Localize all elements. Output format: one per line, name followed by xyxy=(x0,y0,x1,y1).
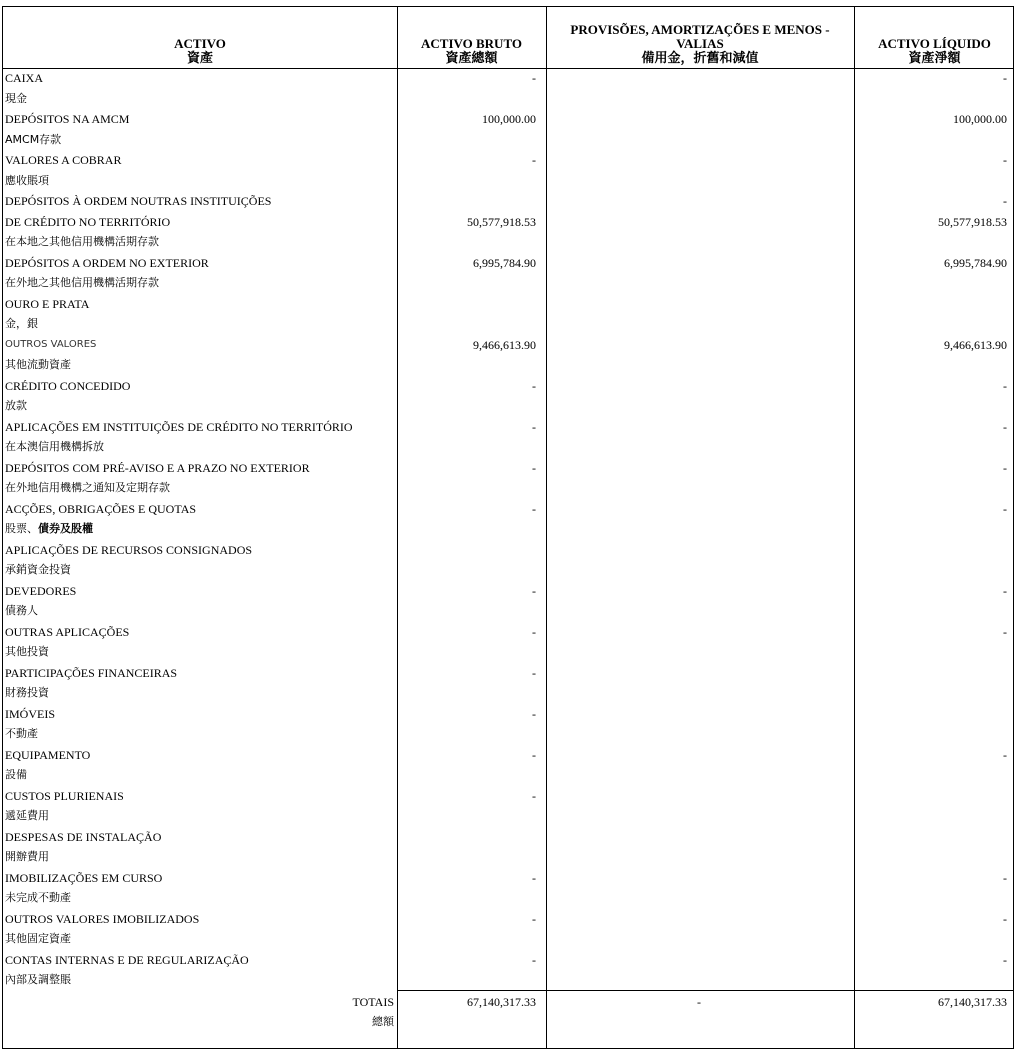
value-liquido: - xyxy=(1003,419,1007,434)
table-row xyxy=(3,540,1013,561)
totals-label-zh: 總額 xyxy=(372,1015,394,1028)
header-provisoes-zh: 備用金，折舊和減值 xyxy=(641,50,759,65)
totals-liquido: 67,140,317.33 xyxy=(938,994,1007,1009)
table-row xyxy=(3,970,1013,991)
table-row xyxy=(3,499,1013,520)
value-bruto: - xyxy=(532,870,536,885)
row-label-pt: IMÓVEIS xyxy=(5,706,55,721)
value-bruto: - xyxy=(532,153,536,167)
table-row xyxy=(3,150,1013,171)
table-row xyxy=(3,314,1013,335)
row-label-pt: OUTROS VALORES IMOBILIZADOS xyxy=(5,911,200,926)
row-label-zh-bold-part: 債券及股權 xyxy=(38,522,93,535)
row-label-zh: 其他流動資產 xyxy=(5,358,71,371)
row-label-pt: VALORES A COBRAR xyxy=(5,153,122,167)
table-row xyxy=(3,417,1013,438)
table-row xyxy=(3,191,1013,212)
row-label-zh: 現金 xyxy=(5,91,27,105)
table-row xyxy=(3,232,1013,253)
row-label-pt: OURO E PRATA xyxy=(5,296,90,311)
table-row xyxy=(3,68,1013,89)
row-label-pt: DESPESAS DE INSTALAÇÃO xyxy=(5,829,162,844)
table-row xyxy=(3,786,1013,807)
header-provisoes-pt-line1: PROVISÕES, AMORTIZAÇÕES E MENOS - xyxy=(570,22,830,37)
row-label-zh: 設備 xyxy=(5,768,27,781)
row-label-zh: 承銷資金投資 xyxy=(5,563,71,576)
header-bruto-pt: ACTIVO BRUTO xyxy=(421,36,522,51)
row-label-pt: DEPÓSITOS A ORDEM NO EXTERIOR xyxy=(5,255,209,270)
row-label-pt: DEPÓSITOS NA AMCM xyxy=(5,112,130,126)
totals-bruto: 67,140,317.33 xyxy=(467,994,536,1009)
table-row xyxy=(3,273,1013,294)
row-label-pt: EQUIPAMENTO xyxy=(5,747,91,762)
header-liquido-pt: ACTIVO LÍQUIDO xyxy=(878,36,991,51)
row-label-pt: CONTAS INTERNAS E DE REGULARIZAÇÃO xyxy=(5,952,249,967)
value-bruto: 100,000.00 xyxy=(482,112,536,126)
value-bruto: - xyxy=(532,71,536,85)
table-row xyxy=(3,724,1013,745)
row-label-pt: DEPÓSITOS COM PRÉ-AVISO E A PRAZO NO EXTERIOR xyxy=(5,460,310,475)
row-label-pt-line2: DE CRÉDITO NO TERRITÓRIO xyxy=(5,214,171,229)
value-liquido: - xyxy=(1003,952,1007,967)
row-label-zh: 未完成不動產 xyxy=(5,891,71,904)
table-row xyxy=(3,253,1013,274)
table-row xyxy=(3,929,1013,950)
value-bruto: - xyxy=(532,706,536,721)
row-label-zh: 內部及調整賬 xyxy=(5,973,71,986)
table-row xyxy=(3,355,1013,376)
table-row xyxy=(3,806,1013,827)
row-label-zh: 開辦費用 xyxy=(5,850,49,863)
table-row xyxy=(3,683,1013,704)
table-row xyxy=(3,396,1013,417)
header-liquido-zh: 資產淨額 xyxy=(908,50,961,65)
value-bruto: - xyxy=(532,501,536,516)
table-row xyxy=(3,130,1013,151)
row-label-zh: 在本地之其他信用機構活期存款 xyxy=(5,235,159,248)
table-row xyxy=(3,335,1013,356)
value-bruto: - xyxy=(532,419,536,434)
table-row xyxy=(3,622,1013,643)
table-row xyxy=(3,745,1013,766)
value-bruto: 9,466,613.90 xyxy=(473,337,536,352)
table-row xyxy=(3,478,1013,499)
row-label-pt: DEVEDORES xyxy=(5,583,77,598)
table-row xyxy=(3,109,1013,130)
value-bruto: - xyxy=(532,788,536,803)
row-label-pt: DEPÓSITOS À ORDEM NOUTRAS INSTITUIÇÕES xyxy=(5,194,272,208)
totals-row-zh xyxy=(3,1012,1013,1033)
totals-label-pt: TOTAIS xyxy=(352,994,394,1009)
value-bruto: 6,995,784.90 xyxy=(473,255,536,270)
row-label-pt: PARTICIPAÇÕES FINANCEIRAS xyxy=(5,665,178,680)
table-row xyxy=(3,376,1013,397)
value-bruto: - xyxy=(532,747,536,762)
row-label-zh: 不動產 xyxy=(5,727,38,740)
row-label-zh: AMCM存款 xyxy=(5,132,62,146)
value-liquido: - xyxy=(1003,153,1007,167)
table-row xyxy=(3,560,1013,581)
value-liquido: - xyxy=(1003,624,1007,639)
value-liquido: 9,466,613.90 xyxy=(944,337,1007,352)
table-row xyxy=(3,581,1013,602)
row-label-zh-part: 股票、 xyxy=(5,522,38,535)
row-label-zh: 其他固定資產 xyxy=(5,932,71,945)
row-label-zh: 債務人 xyxy=(5,604,38,617)
value-bruto: - xyxy=(532,583,536,598)
row-label-pt: ACÇÕES, OBRIGAÇÕES E QUOTAS xyxy=(5,501,197,516)
row-label-zh: 遞延費用 xyxy=(5,809,49,822)
table-row xyxy=(3,888,1013,909)
header-liquido xyxy=(854,7,1015,68)
table-row xyxy=(3,212,1013,233)
header-activo xyxy=(3,7,397,68)
table-row xyxy=(3,827,1013,848)
totals-provisoes: - xyxy=(697,994,701,1009)
value-liquido: 50,577,918.53 xyxy=(938,214,1007,229)
table-row xyxy=(3,519,1013,540)
table-row xyxy=(3,704,1013,725)
value-bruto: - xyxy=(532,624,536,639)
row-label-zh: 在本澳信用機構拆放 xyxy=(5,440,104,453)
row-label-pt: CRÉDITO CONCEDIDO xyxy=(5,378,131,393)
row-label-zh: 在外地信用機構之通知及定期存款 xyxy=(5,481,170,494)
row-label-pt: APLICAÇÕES EM INSTITUIÇÕES DE CRÉDITO NO TERRITÓRIO xyxy=(5,419,353,434)
value-liquido: - xyxy=(1003,460,1007,475)
value-bruto: - xyxy=(532,378,536,393)
value-bruto: 50,577,918.53 xyxy=(467,214,536,229)
row-label-zh: 財務投資 xyxy=(5,686,49,699)
header-activo-pt: ACTIVO xyxy=(174,36,226,51)
row-label-zh: 其他投資 xyxy=(5,645,49,658)
table-row xyxy=(3,765,1013,786)
row-label-zh: 在外地之其他信用機構活期存款 xyxy=(5,276,159,289)
table-row xyxy=(3,171,1013,192)
row-label-pt: CAIXA xyxy=(5,71,43,85)
table-row xyxy=(3,437,1013,458)
row-label-zh: 放款 xyxy=(5,399,27,412)
value-liquido: - xyxy=(1003,378,1007,393)
row-label-zh: 金，銀 xyxy=(5,317,38,330)
row-label-zh xyxy=(5,519,93,540)
row-label-pt: CUSTOS PLURIENAIS xyxy=(5,788,124,803)
table-row xyxy=(3,909,1013,930)
table-row xyxy=(3,868,1013,889)
value-bruto: - xyxy=(532,952,536,967)
value-liquido-pre: - xyxy=(1003,194,1007,208)
value-liquido: 6,995,784.90 xyxy=(944,255,1007,270)
balance-sheet-table xyxy=(2,6,1014,1049)
row-label-pt: OUTROS VALORES xyxy=(5,338,97,350)
value-liquido: - xyxy=(1003,911,1007,926)
header-bruto xyxy=(397,7,546,68)
value-bruto: - xyxy=(532,665,536,680)
value-bruto: - xyxy=(532,911,536,926)
table-row xyxy=(3,458,1013,479)
row-label-pt: APLICAÇÕES DE RECURSOS CONSIGNADOS xyxy=(5,542,253,557)
value-liquido: - xyxy=(1003,870,1007,885)
header-provisoes-pt-line2: VALIAS xyxy=(676,36,724,51)
value-liquido: - xyxy=(1003,71,1007,85)
value-liquido: - xyxy=(1003,747,1007,762)
value-liquido: 100,000.00 xyxy=(953,112,1007,126)
header-bruto-zh: 資產總額 xyxy=(445,50,498,65)
table-row xyxy=(3,847,1013,868)
value-liquido: - xyxy=(1003,501,1007,516)
value-bruto: - xyxy=(532,460,536,475)
table-row xyxy=(3,294,1013,315)
value-liquido: - xyxy=(1003,583,1007,598)
row-label-pt: IMOBILIZAÇÕES EM CURSO xyxy=(5,870,163,885)
table-row xyxy=(3,642,1013,663)
table-row xyxy=(3,950,1013,971)
table-row xyxy=(3,89,1013,110)
row-label-zh: 應收賬項 xyxy=(5,173,49,187)
header-activo-zh: 資產 xyxy=(186,50,213,65)
table-row xyxy=(3,601,1013,622)
row-label-pt: OUTRAS APLICAÇÕES xyxy=(5,624,130,639)
table-row xyxy=(3,663,1013,684)
header-provisoes xyxy=(546,7,854,68)
totals-row xyxy=(3,992,1013,1013)
